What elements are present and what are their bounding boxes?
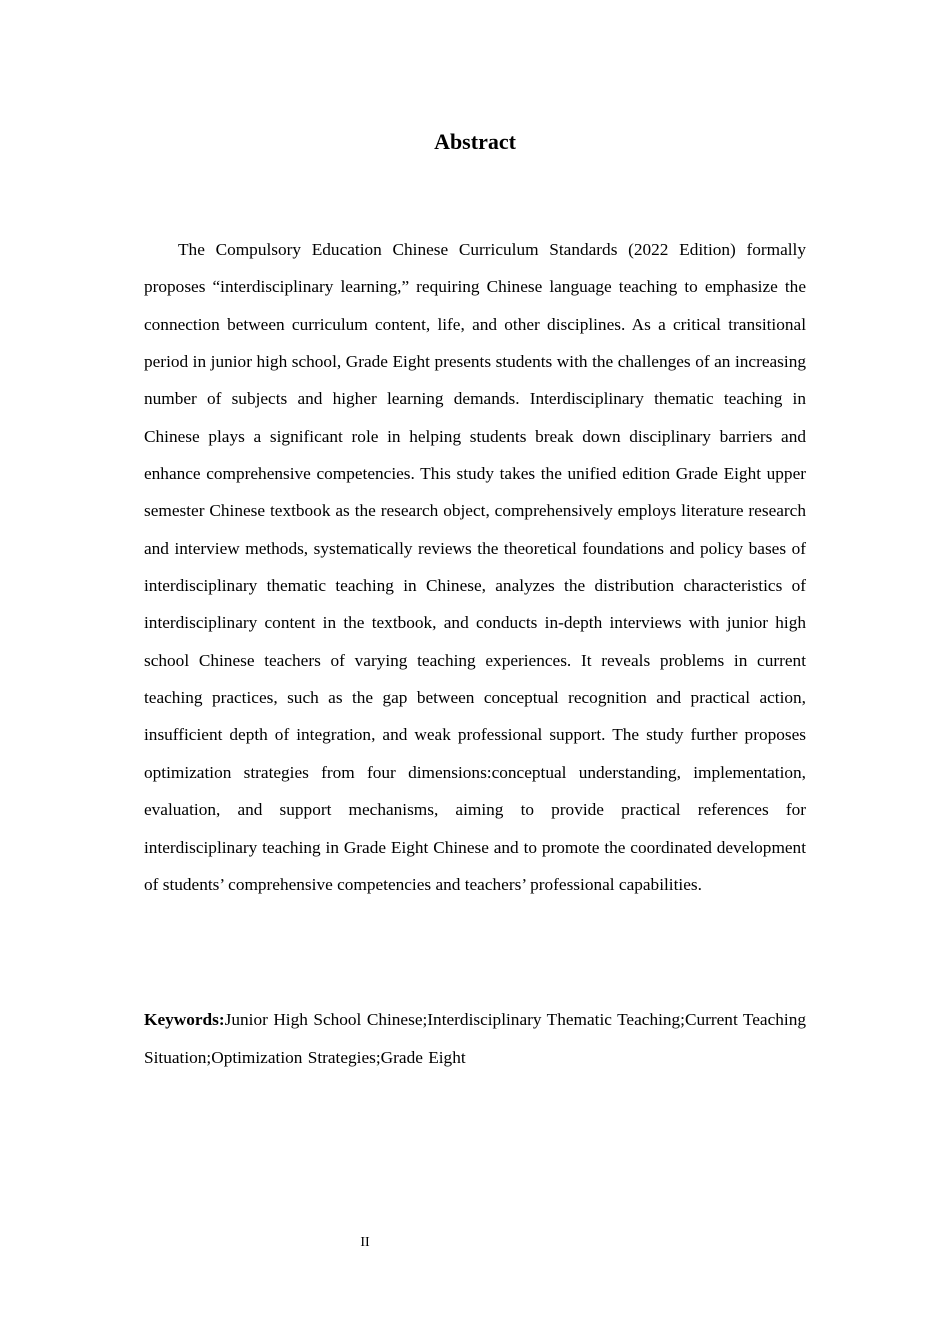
keywords-label: Keywords: (144, 1010, 225, 1029)
abstract-body: The Compulsory Education Chinese Curriculum Standards (2022 Edition) formally proposes “interdisciplinary learning,” requiring Chinese language teaching to emphasize the connection between curriculum content, life, and other disciplines. As a critical transitional period in junior high school, Grade Eight presents students with the challenges of an increasing number of subjects and higher learning demands. Interdisciplinary thematic teaching in Chinese plays a significant role in helping students break down disciplinary barriers and enhance comprehensive competencies. This study takes the unified edition Grade Eight upper semester Chinese textbook as the research object, comprehensively employs literature research and interview methods, systematically reviews the theoretical foundations and policy bases of interdisciplinary thematic teaching in Chinese, analyzes the distribution characteristics of interdisciplinary content in the textbook, and conducts in-depth interviews with junior high school Chinese teachers of varying teaching experiences. It reveals problems in current teaching practices, such as the gap between conceptual recognition and practical action, insufficient depth of integration, and weak professional support. The study further proposes optimization strategies from four dimensions:conceptual understanding, implementation, evaluation, and support mechanisms, aiming to provide practical references for interdisciplinary teaching in Grade Eight Chinese and to promote the coordinated development of students’ comprehensive competencies and teachers’ professional capabilities. (144, 240, 806, 894)
page-number: II (360, 1235, 370, 1250)
keywords-text: Junior High School Chinese;Interdisciplinary Thematic Teaching;Current Teaching Situation;Optimization Strategies;Grade Eight (144, 1010, 806, 1067)
keywords-line (144, 1001, 806, 1076)
abstract-title: Abstract (434, 129, 516, 154)
